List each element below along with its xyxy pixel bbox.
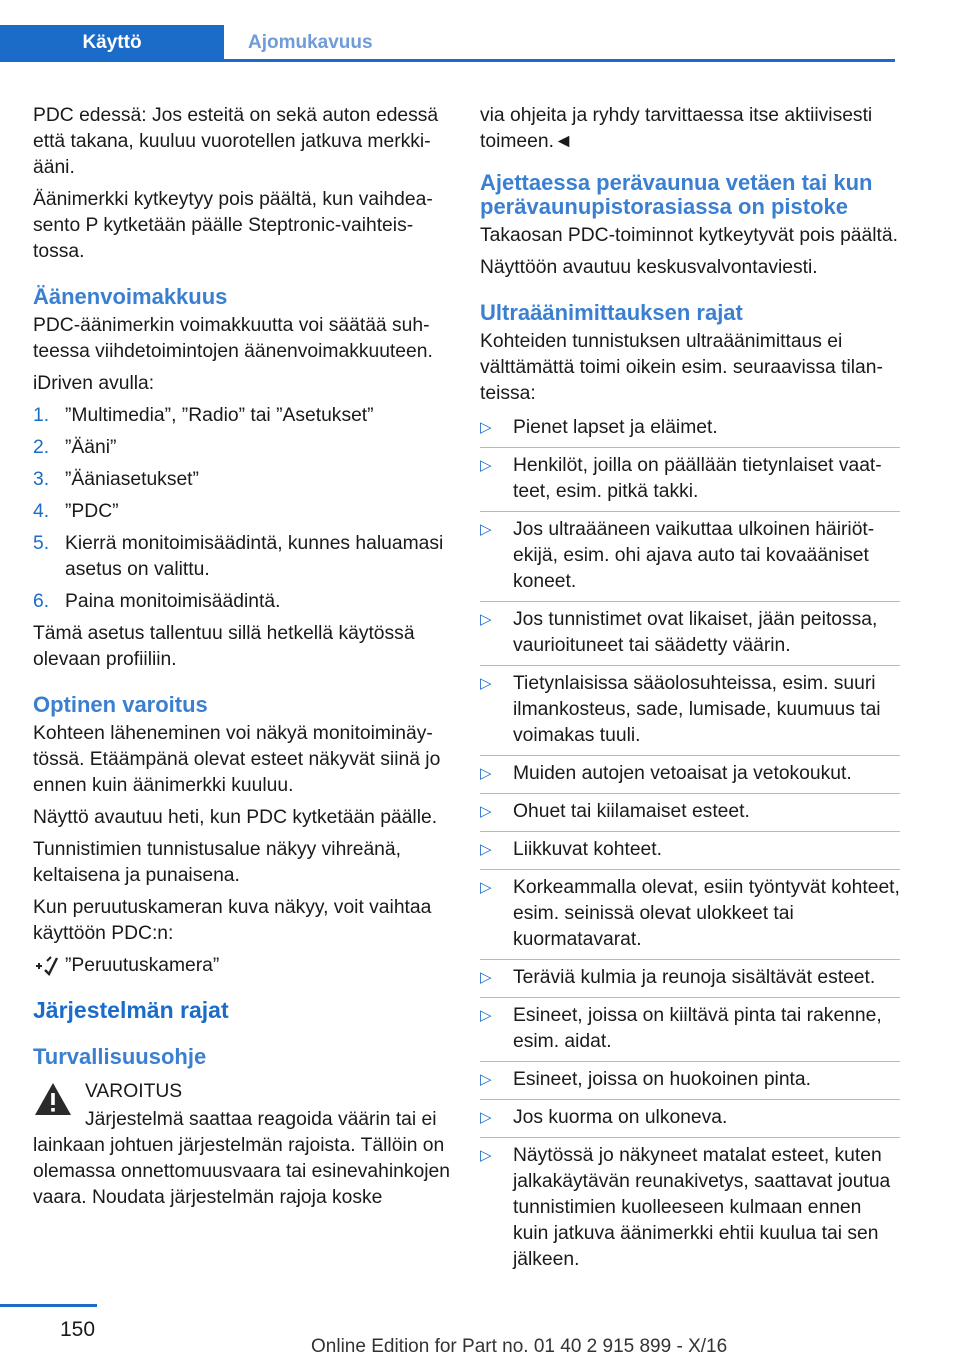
list-item-text: Tietynlaisissa sääolosuhteissa, esim. suuri ilmankosteus, sade, lumisade, kuumuus tai voimakas tuuli. [513,673,881,746]
step-number: 6. [33,591,50,612]
list-item-text: Korkeammalla olevat, esiin työntyvät kohteet, esim. seinissä olevat ulokkeet tai kuormatavarat. [513,877,900,950]
bullet-triangle-icon: ▷ [480,419,492,436]
paragraph: Tunnistimien tunnistusalue näkyy vihreänä, keltaisena ja punaisena. [33,839,401,886]
bullet-triangle-icon: ▷ [480,1147,492,1164]
bullet-triangle-icon: ▷ [480,1109,492,1126]
list-item-text: Henkilöt, joilla on päällään tietynlaiset vaatteet, esim. pitkä takki. [513,455,882,502]
list-item [33,589,453,615]
warning-block [33,1079,453,1211]
bullet-triangle-icon: ▷ [480,841,492,858]
list-item [480,870,900,960]
section-heading-optical: Optinen varoitus [33,692,208,717]
camera-label: ”Peruutuskamera” [65,955,220,976]
bullet-triangle-icon: ▷ [480,879,492,896]
footer-edition: Online Edition for Part no. 01 40 2 915 899 - X/16 [311,1336,728,1357]
list-item [33,435,453,461]
list-item-text: Esineet, joissa on huokoinen pinta. [513,1069,811,1090]
warning-text: lainkaan johtuen järjestelmän rajoista. Tällöin on olemassa onnettomuusvaara tai esinevahinkojen vaara. Noudata järjestelmän rajoja koske [33,1135,450,1208]
paragraph: Näyttö avautuu heti, kun PDC kytketään päälle. [33,807,438,828]
list-item [480,960,900,998]
footer-divider [0,1304,97,1307]
bullet-triangle-icon: ▷ [480,611,492,628]
list-item [480,666,900,756]
warning-text-first: Järjestelmä saattaa reagoida väärin tai ei [85,1109,437,1130]
step-text: ”Ääni” [65,437,117,458]
tab-ajomukavuus[interactable]: Ajomukavuus [248,32,373,53]
list-item-text: Jos ultraääneen vaikuttaa ulkoinen häiriötekijä, esim. ohi ajava auto tai kovaääniset koneet. [513,519,875,592]
step-number: 3. [33,469,50,490]
paragraph: Äänimerkki kytkeytyy pois päältä, kun vaihdeasento P kytketään päälle Steptronic-vaihteistossa. [33,189,433,262]
list-item [480,602,900,666]
bullet-triangle-icon: ▷ [480,1071,492,1088]
warning-triangle-icon [33,1081,73,1117]
step-text: ”Ääniasetukset” [65,469,199,490]
step-number: 1. [33,405,50,426]
step-text: ”Multimedia”, ”Radio” tai ”Asetukset” [65,405,374,426]
list-item [480,512,900,602]
list-item-text: Muiden autojen vetoaisat ja vetokoukut. [513,763,852,784]
section-heading-volume: Äänenvoimakkuus [33,284,228,309]
list-item-text: Jos tunnistimet ovat likaiset, jään peitossa, vaurioituneet tai säädetty väärin. [513,609,878,656]
list-item [33,403,453,429]
list-item [480,1062,900,1100]
list-item-text: Ohuet tai kiilamaiset esteet. [513,801,750,822]
list-item [480,1138,900,1279]
paragraph: Kun peruutuskameran kuva näkyy, voit vaihtaa käyttöön PDC:n: [33,897,432,944]
paragraph: Kohteen läheneminen voi näkyä monitoiminäytössä. Etäämpänä olevat esteet näkyvät siinä jo ennen kuin äänimerkki kuuluu. [33,723,441,796]
bullet-triangle-icon: ▷ [480,969,492,986]
section-heading-trailer: Ajettaessa perävaunua vetäen tai kun perävaunupistorasiassa on pistoke [480,170,873,219]
step-number: 5. [33,533,50,554]
step-number: 2. [33,437,50,458]
bullet-triangle-icon: ▷ [480,521,492,538]
list-item [480,448,900,512]
list-item-text: Liikkuvat kohteet. [513,839,662,860]
warning-title: VAROITUS [85,1081,183,1102]
step-text: Kierrä monitoimisäädintä, kunnes haluamasi asetus on valittu. [65,533,444,580]
bullet-triangle-icon: ▷ [480,457,492,474]
list-item [480,832,900,870]
list-item [480,756,900,794]
page-number: 150 [60,1318,96,1341]
section-heading-ultrasound: Ultraäänimittauksen rajat [480,300,743,325]
list-item-text: Teräviä kulmia ja reunoja sisältävät esteet. [513,967,876,988]
paragraph: PDC-äänimerkin voimakkuutta voi säätää suhteessa viihdetoimintojen äänenvoimakkuuteen. [33,315,433,362]
paragraph: PDC edessä: Jos esteitä on sekä auton edessä että takana, kuuluu vuorotellen jatkuva merkkiääni. [33,105,439,178]
left-column [33,103,453,1217]
step-text: Paina monitoimisäädintä. [65,591,281,612]
tab-kaytto[interactable]: Käyttö [0,25,224,61]
list-item [480,1100,900,1138]
bullet-triangle-icon: ▷ [480,1007,492,1024]
paragraph: Takaosan PDC-toiminnot kytkeytyvät pois päältä. [480,225,898,246]
list-item-text: Näytössä jo näkyneet matalat esteet, kuten jalkakäytävän reunakivetys, saattavat joutua tunnistimien kuolleeseen kulmaan ennen kuin jatkuva äänimerkki ehtii kuulua tai sen jälkeen. [513,1145,891,1270]
step-number: 4. [33,501,50,522]
paragraph: via ohjeita ja ryhdy tarvittaessa itse aktiivisesti toimeen.◄ [480,105,873,152]
paragraph: Kohteiden tunnistuksen ultraäänimittaus ei välttämättä toimi oikein esim. seuraavissa tilanteissa: [480,331,883,404]
right-column [480,103,900,1279]
paragraph: Näyttöön avautuu keskusvalvontaviesti. [480,257,818,278]
list-item [480,998,900,1062]
steps-list [33,403,453,615]
section-heading-safety: Turvallisuusohje [33,1044,207,1069]
paragraph: iDriven avulla: [33,373,155,394]
bullet-triangle-icon: ▷ [480,803,492,820]
list-item-text: Esineet, joissa on kiiltävä pinta tai rakenne, esim. aidat. [513,1005,882,1052]
list-item [33,467,453,493]
step-text: ”PDC” [65,501,119,522]
camera-option [33,953,453,979]
section-heading-limits: Järjestelmän rajat [33,997,229,1023]
bullet-triangle-icon: ▷ [480,765,492,782]
list-item [33,531,453,583]
rear-camera-icon [33,953,65,979]
limitations-list [480,413,900,1279]
list-item [480,413,900,448]
header-tabbar [0,25,895,61]
paragraph: Tämä asetus tallentuu sillä hetkellä käytössä olevaan profiiliin. [33,623,415,670]
list-item-text: Jos kuorma on ulkoneva. [513,1107,728,1128]
list-item-text: Pienet lapset ja eläimet. [513,417,718,438]
list-item [33,499,453,525]
header-divider [0,59,895,62]
list-item [480,794,900,832]
bullet-triangle-icon: ▷ [480,675,492,692]
